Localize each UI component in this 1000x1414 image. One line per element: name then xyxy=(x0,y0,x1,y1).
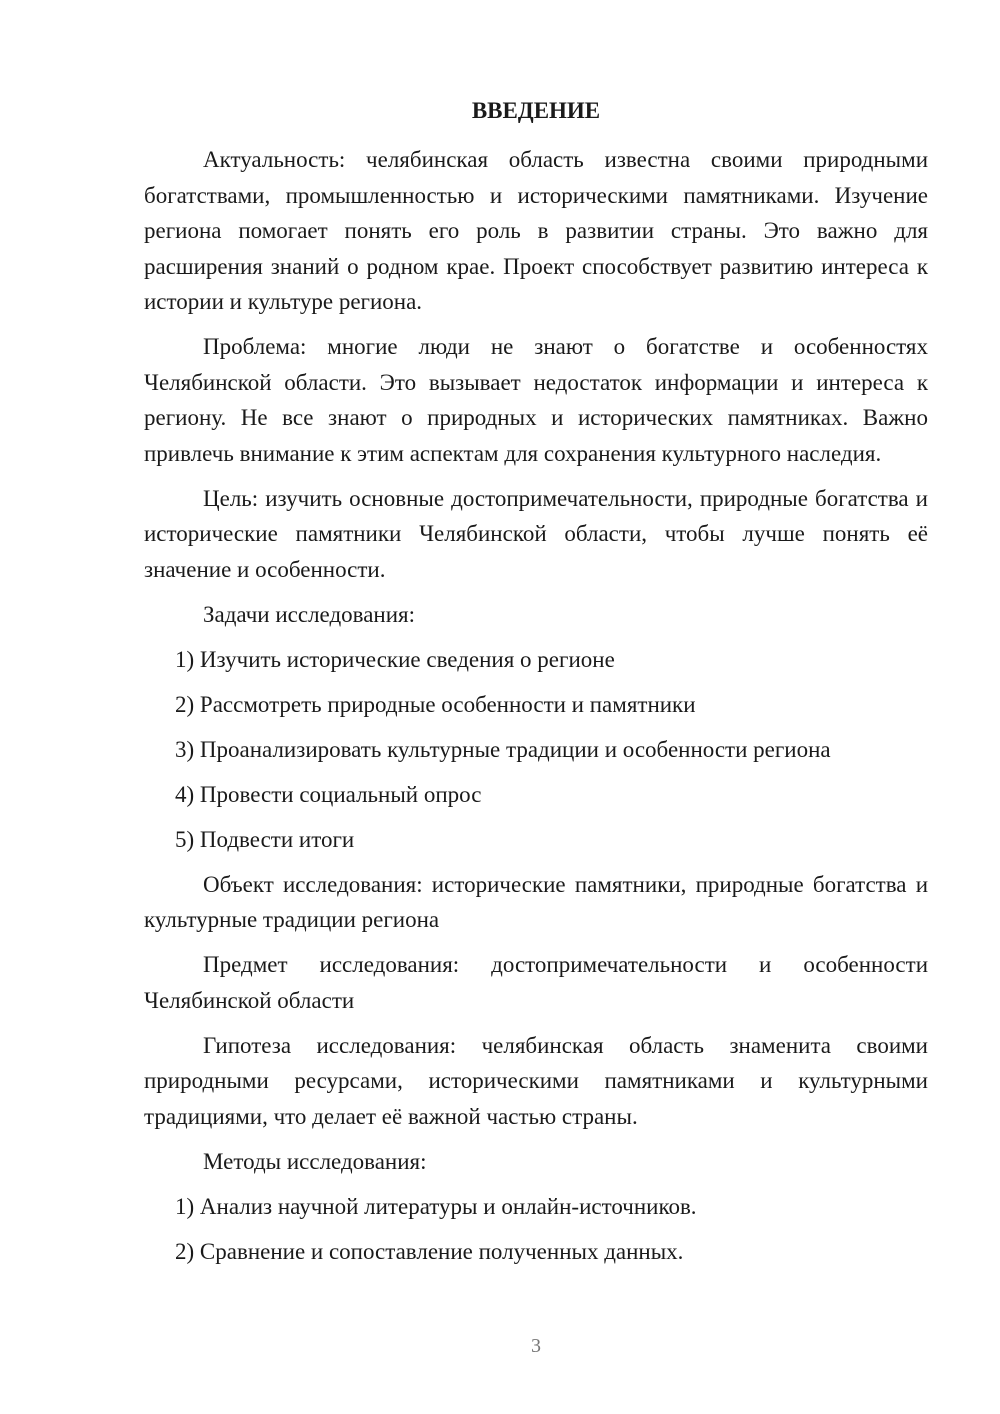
task-item-2: 2) Рассмотреть природные особенности и памятники xyxy=(175,691,696,717)
tasks-heading: Задачи исследования: xyxy=(203,601,416,627)
relevance-paragraph: Актуальность: челябинская область известна своими природными богатствами, промышленностью и историческими памятниками. Изучение региона помогает понять его роль в развитии страны. Это важно для расширения знаний о родном крае. Проект способствует развитию интереса к истории и культуре региона. xyxy=(144,147,928,314)
object-paragraph: Объект исследования: исторические памятники, природные богатства и культурные традиции региона xyxy=(144,871,928,932)
document-body xyxy=(144,142,928,1279)
task-item-1: 1) Изучить исторические сведения о регионе xyxy=(175,646,615,672)
problem-paragraph: Проблема: многие люди не знают о богатстве и особенностях Челябинской области. Это вызывает недостаток информации и интереса к региону. Не все знают о природных и исторических памятниках. Важно привлечь внимание к этим аспектам для сохранения культурного наследия. xyxy=(144,334,928,466)
goal-paragraph: Цель: изучить основные достопримечательности, природные богатства и исторические памятники Челябинской области, чтобы лучше понять её значение и особенности. xyxy=(144,485,928,582)
section-title: ВВЕДЕНИЕ xyxy=(471,98,601,123)
task-item-5: 5) Подвести итоги xyxy=(175,826,355,852)
method-item-1: 1) Анализ научной литературы и онлайн-источников. xyxy=(175,1193,697,1219)
hypothesis-paragraph: Гипотеза исследования: челябинская область знаменита своими природными ресурсами, историческими памятниками и культурными традициями, что делает её важной частью страны. xyxy=(144,1032,928,1129)
page-number: 3 xyxy=(531,1335,541,1357)
subject-paragraph: Предмет исследования: достопримечательности и особенности Челябинской области xyxy=(144,952,928,1013)
method-item-2: 2) Сравнение и сопоставление полученных данных. xyxy=(175,1238,684,1264)
task-item-4: 4) Провести социальный опрос xyxy=(175,781,482,807)
task-item-3: 3) Проанализировать культурные традиции и особенности региона xyxy=(175,736,831,762)
methods-list xyxy=(144,1189,928,1270)
methods-heading: Методы исследования: xyxy=(203,1148,427,1174)
tasks-list xyxy=(144,642,928,858)
